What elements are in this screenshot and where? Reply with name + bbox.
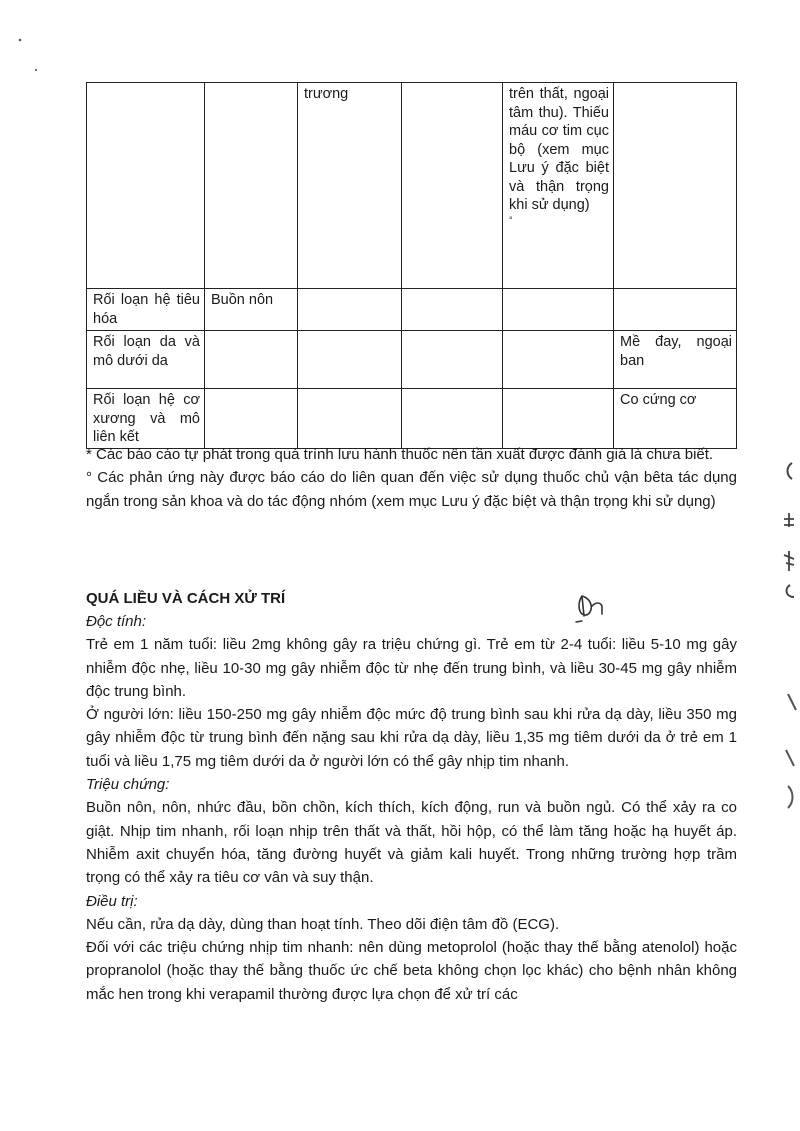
cell-text: trên thất, ngoại tâm thu). Thiếu máu cơ tim cục bộ (xem mục Lưu ý đặc biệt và thận trọng khi sử dụng) — [509, 86, 609, 213]
table-row — [87, 83, 737, 289]
table-cell — [614, 289, 737, 331]
table-cell — [298, 389, 402, 449]
table-cell: Buồn nôn — [205, 289, 298, 331]
overdose-section — [86, 610, 737, 1006]
table-cell: Mề đay, ngoại ban — [614, 331, 737, 389]
table-cell — [503, 289, 614, 331]
table-cell — [402, 331, 503, 389]
table-cell: Rối loạn da và mô dưới da — [87, 331, 205, 389]
table-cell — [205, 389, 298, 449]
table-cell — [298, 331, 402, 389]
treatment-paragraph-2: Đối với các triệu chứng nhịp tim nhanh: nên dùng metoprolol (hoặc thay thế bằng atenolol) hoặc propranolol (hoặc thay thế bằng thuốc ức chế beta không chọn lọc khác) cho bệnh nhân không mắc hen trong khi verapamil thường được lựa chọn để xử trí các — [86, 939, 737, 1003]
table-cell — [87, 83, 205, 289]
footnote-spontaneous: * Các báo cáo tự phát trong quá trình lưu hành thuốc nên tần xuất được đánh giá là chưa biết. — [86, 446, 714, 463]
treatment-subheading: Điều trị: — [86, 892, 138, 910]
table-cell — [503, 389, 614, 449]
toxicity-subheading: Độc tính: — [86, 613, 147, 630]
table-cell: Rối loạn hệ cơ xương và mô liên kết — [87, 389, 205, 449]
table-cell — [614, 83, 737, 289]
table-row — [87, 331, 737, 389]
toxicity-children-paragraph: Trẻ em 1 năm tuổi: liều 2mg không gây ra triệu chứng gì. Trẻ em từ 2-4 tuổi: liều 5-10 mg gây nhiễm độc nhẹ, liều 10-30 mg gây nhiễm độc từ nhẹ đến trung bình, và liều 30-45 mg gây nhiễm độc trung bình. — [86, 636, 737, 700]
table-cell — [503, 83, 614, 289]
table-cell — [205, 83, 298, 289]
adverse-effects-table — [86, 82, 737, 449]
table-footnotes — [86, 443, 737, 513]
table-cell — [503, 331, 614, 389]
scan-edge-marks-lower — [770, 690, 800, 830]
degree-mark: ° — [509, 214, 513, 225]
table-row — [87, 389, 737, 449]
table-cell — [205, 331, 298, 389]
toxicity-adults-paragraph: Ở người lớn: liều 150-250 mg gây nhiễm độc mức độ trung bình sau khi rửa dạ dày, liều 350 mg gây nhiễm độc từ trung bình đến nặng sau khi rửa dạ dày, liều 1,35 mg tiêm dưới da ở trẻ em 1 tuổi và liều 1,75 mg tiêm dưới da ở người lớn có thể gây nhịp tim nhanh. — [86, 706, 737, 770]
table-row — [87, 289, 737, 331]
footnote-degree: ° Các phản ứng này được báo cáo do liên quan đến việc sử dụng thuốc chủ vận bêta tác dụng ngắn trong sản khoa và do tác động nhóm (xem mục Lưu ý đặc biệt và thận trọng khi sử dụng) — [86, 469, 737, 510]
table-cell — [402, 83, 503, 289]
table-cell: Co cứng cơ — [614, 389, 737, 449]
handwritten-initial-mark — [572, 592, 616, 626]
symptoms-subheading: Triệu chứng: — [86, 776, 170, 794]
treatment-paragraph-1: Nếu cần, rửa dạ dày, dùng than hoạt tính. Theo dõi điện tâm đồ (ECG). — [86, 915, 560, 933]
table-cell — [402, 389, 503, 449]
scan-edge-marks — [770, 455, 800, 605]
table-cell: Rối loạn hệ tiêu hóa — [87, 289, 205, 331]
symptoms-paragraph: Buồn nôn, nôn, nhức đầu, bồn chồn, kích thích, kích động, run và buồn ngủ. Có thể xảy ra co giật. Nhịp tim nhanh, rối loạn nhịp trên thất và thất, hồi hộp, có thể làm tăng hoặc hạ huyết áp. Nhiễm axit chuyển hóa, tăng đường huyết và giảm kali huyết. Trong những trường hợp trầm trọng có thể xảy ra tiêu cơ vân và suy thận. — [86, 799, 737, 887]
table-cell: trương — [298, 83, 402, 289]
scan-dots — [16, 36, 40, 76]
table-cell — [298, 289, 402, 331]
table-cell — [402, 289, 503, 331]
overdose-heading: QUÁ LIỀU VÀ CÁCH XỬ TRÍ — [86, 590, 286, 607]
